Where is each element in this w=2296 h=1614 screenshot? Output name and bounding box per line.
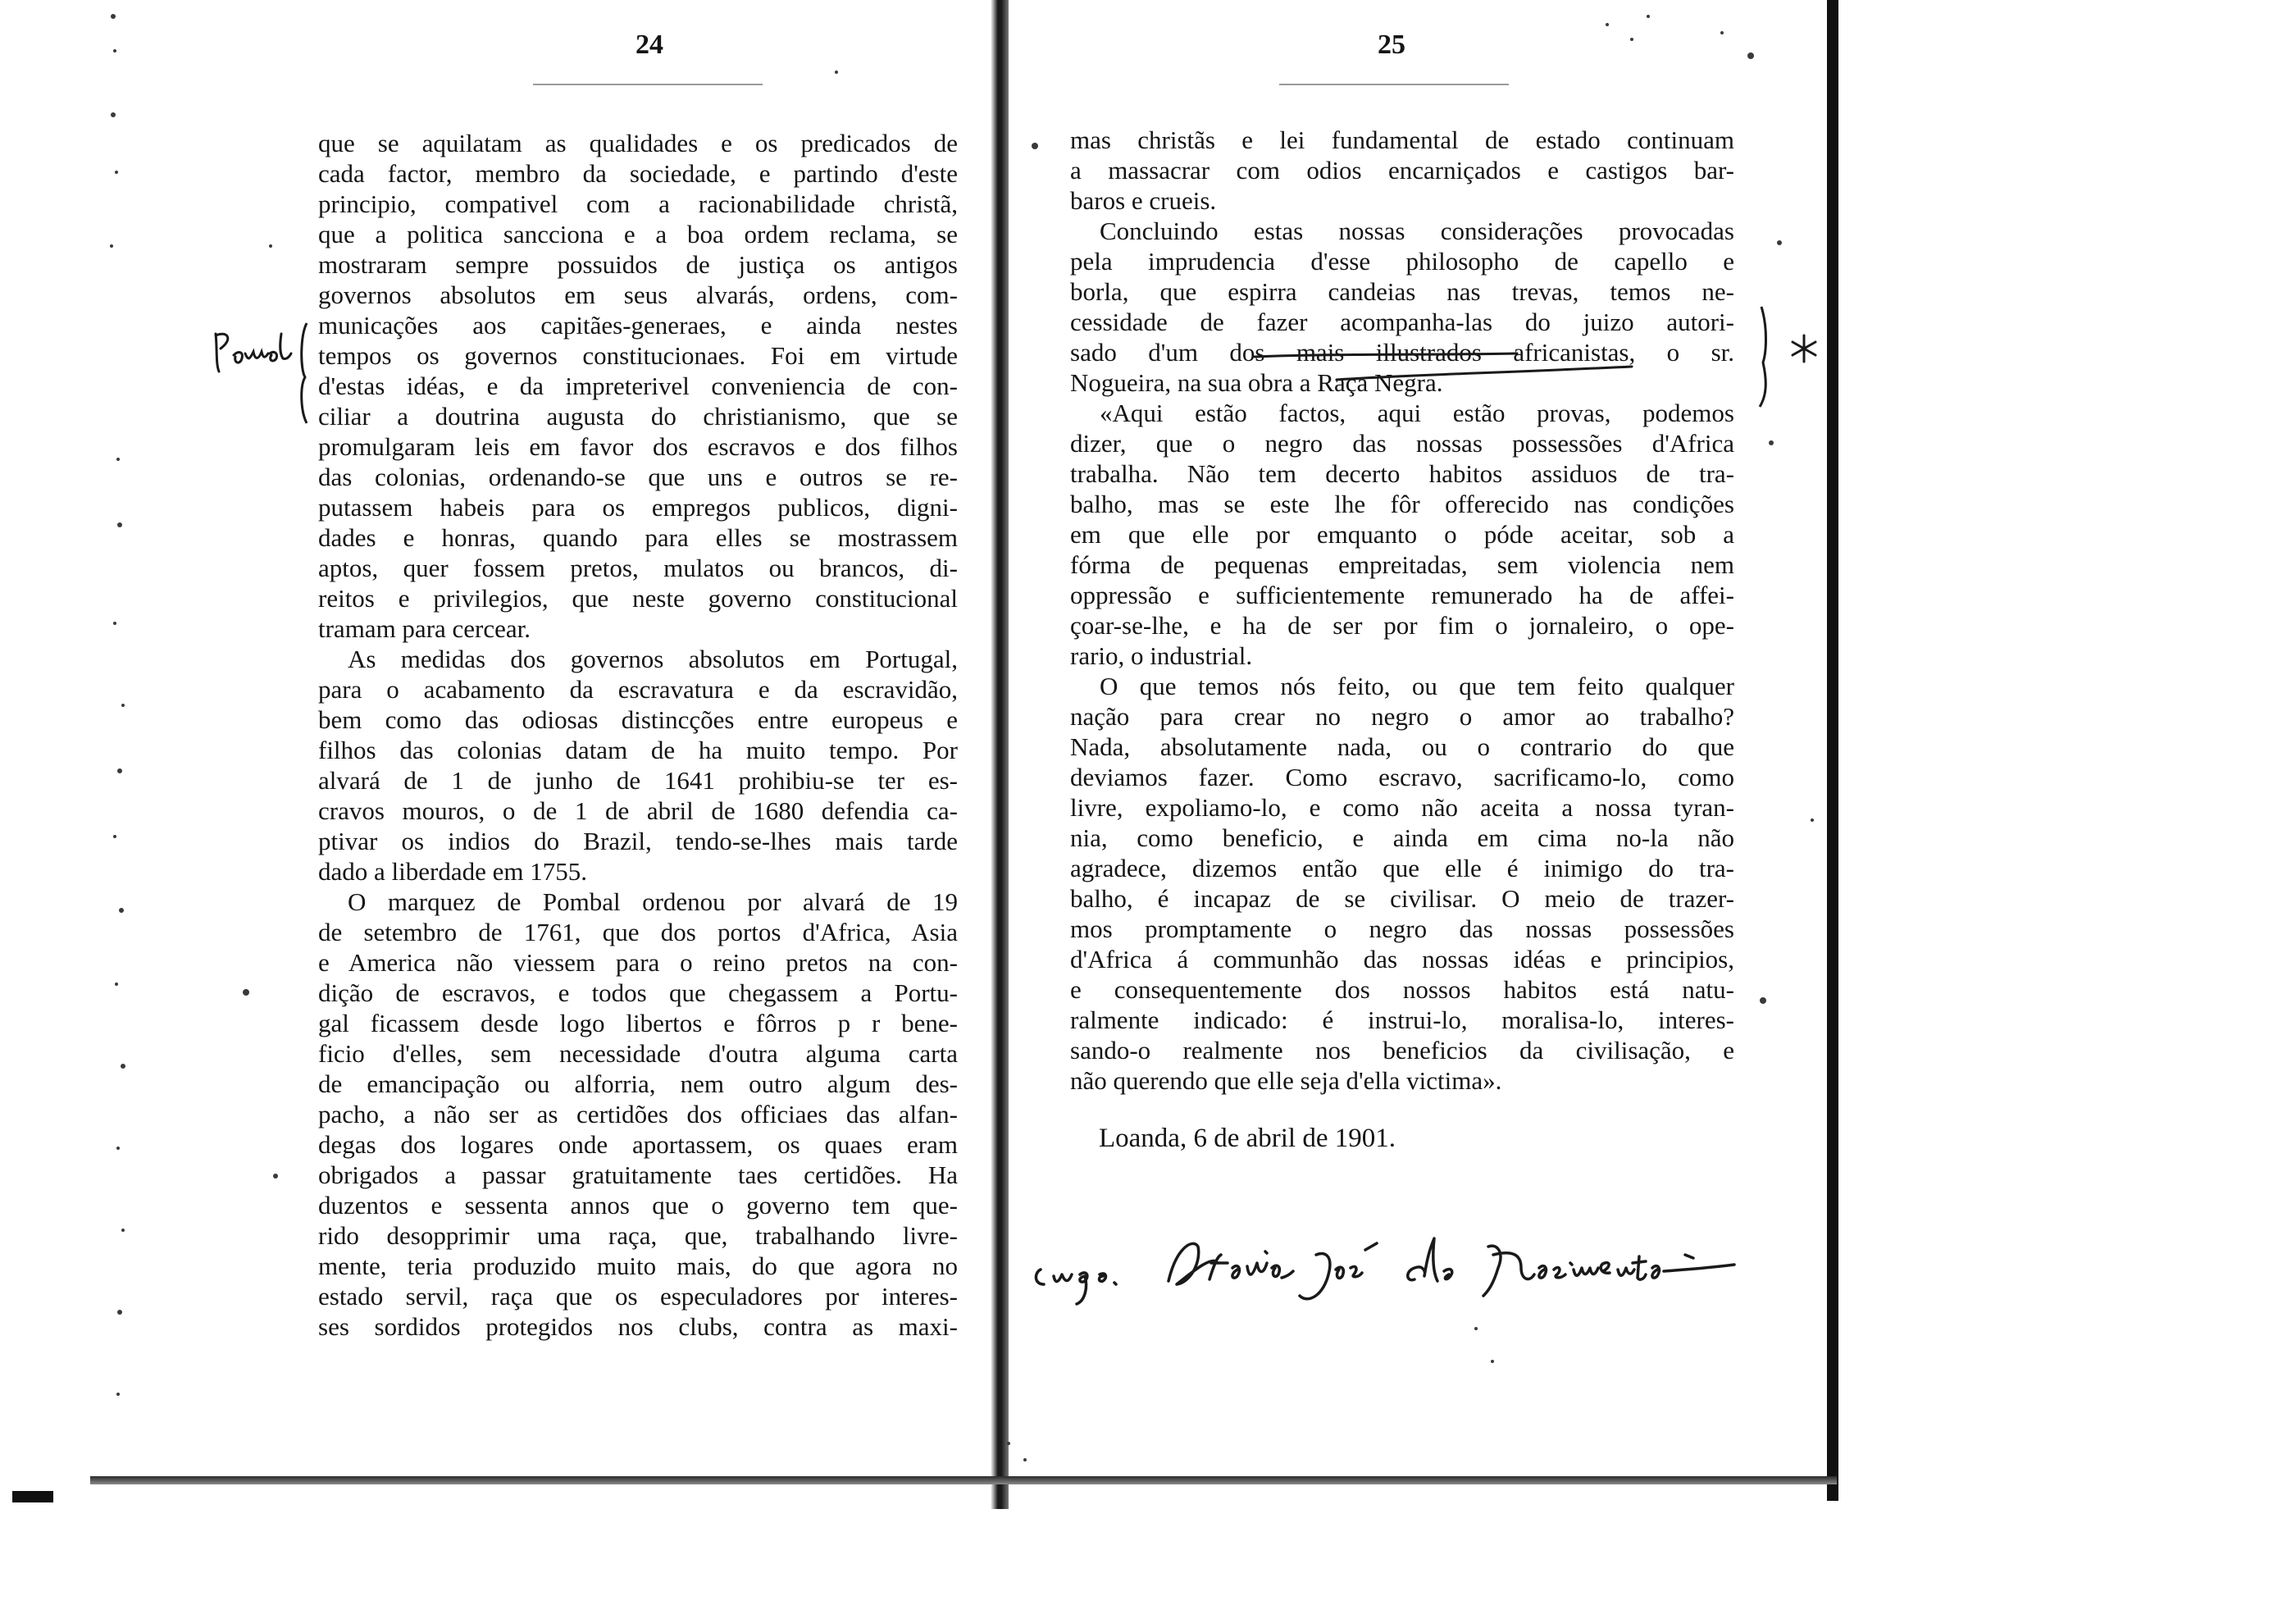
text-line: que a politica sancciona e a boa ordem reclama, se [318,220,958,248]
dateline: Loanda, 6 de abril de 1901. [1099,1124,1396,1153]
text-line: ses sordidos protegidos nos clubs, contra as maxi- [318,1312,958,1341]
handwritten-underline [1222,332,1640,390]
text-line: não querendo que elle seja d'ella victima». [1070,1066,1502,1095]
text-line: ptivar os indios do Brazil, tendo-se-lhes mais tarde [318,827,958,855]
scan-edge-mark [12,1491,53,1502]
text-line: em que elle por emquanto o póde aceitar, sob a [1070,520,1734,549]
text-line: O que temos nós feito, ou que tem feito qualquer [1100,672,1734,700]
text-line: municações aos capitães-generaes, e ainda nestes [318,311,958,340]
text-line: mente, teria produzido muito mais, do que agora no [318,1252,958,1280]
page-edge-right [1827,0,1838,1501]
text-line: çoar-se-lhe, e ha de ser por fim o jornaleiro, o ope- [1070,611,1734,640]
text-line: governos absolutos em seus alvarás, ordens, com- [318,280,958,309]
text-line: livre, expoliamo-lo, e como não aceita a nossa tyran- [1070,793,1734,822]
text-line: dado a liberdade em 1755. [318,857,587,886]
text-line: tramam para cercear. [318,614,531,643]
margin-bracket-right [1755,303,1788,410]
text-line: sado d'um dos mais illustrados africanistas, o sr. [1070,338,1734,367]
text-line: ficio d'elles, sem necessidade d'outra alguma carta [318,1039,958,1068]
text-line: mostraram sempre possuidos de justiça os antigos [318,250,958,279]
text-line: d'estas idéas, e da impreterivel conveniencia de con- [318,372,958,400]
text-line: cessidade de fazer acompanha-las do juizo autori- [1070,308,1734,336]
text-line: ralmente indicado: é instrui-lo, moralisa-lo, interes- [1070,1005,1734,1034]
text-line: pacho, a não ser as certidões dos officiaes das alfan- [318,1100,958,1128]
page-edge-bottom [90,1476,1837,1484]
header-rule-left [533,84,763,85]
page-number-left: 24 [636,30,663,60]
text-line: filhos das colonias datam de ha muito tempo. Por [318,736,958,764]
text-line: mas christãs e lei fundamental de estado continuam [1070,125,1734,154]
text-line: e consequentemente dos nossos habitos está natu- [1070,975,1734,1004]
text-line: dição de escravos, e todos que chegassem a Portu- [318,978,958,1007]
text-line: alvará de 1 de junho de 1641 prohibiu-se ter es- [318,766,958,795]
handwritten-signature [1029,1222,1816,1329]
text-line: e America não viessem para o reino pretos na con- [318,948,958,977]
margin-bracket-left [295,320,312,426]
text-line: pela imprudencia d'esse philosopho de capello e [1070,247,1734,276]
text-line: borla, que espirra candeias nas trevas, temos ne- [1070,277,1734,306]
text-line: d'Africa á communhão das nossas idéas e principios, [1070,945,1734,973]
text-line: balho, mas se este lhe fôr offerecido nas condições [1070,490,1734,518]
left-page-text [318,128,958,1342]
right-page-text [1070,125,1734,1096]
text-line: mos promptamente o negro das nossas possessões [1070,914,1734,943]
text-line: reitos e privilegios, que neste governo constitucional [318,584,958,613]
text-line: aptos, quer fossem pretos, mulatos ou brancos, di- [318,554,958,582]
book-spine-shadow [991,0,1009,1509]
text-line: Concluindo estas nossas considerações provocadas [1100,217,1734,245]
text-line: «Aqui estão factos, aqui estão provas, podemos [1100,399,1734,427]
text-line: a massacrar com odios encarniçados e castigos bar- [1070,156,1734,185]
text-line: obrigados a passar gratuitamente taes certidões. Ha [318,1160,958,1189]
text-line: promulgaram leis em favor dos escravos e dos filhos [318,432,958,461]
text-line: principio, compativel com a racionabilidade christã, [318,189,958,218]
text-line: cada factor, membro da sociedade, e partindo d'este [318,159,958,188]
text-line: rario, o industrial. [1070,641,1253,670]
text-line: agradece, dizemos então que elle é inimigo do tra- [1070,854,1734,882]
text-line: tempos os governos constitucionaes. Foi em virtude [318,341,958,370]
text-line: dizer, que o negro das nossas possessões d'Africa [1070,429,1734,458]
text-line: estado servil, raça que os especuladores por interes- [318,1282,958,1311]
page-number-right: 25 [1378,30,1405,60]
text-line: As medidas dos governos absolutos em Portugal, [348,645,958,673]
text-line: O marquez de Pombal ordenou por alvará de 19 [348,887,958,916]
text-line: de emancipação ou alforria, nem outro algum des- [318,1069,958,1098]
text-line: Nada, absolutamente nada, ou o contrario do que [1070,732,1734,761]
text-line: cravos mouros, o de 1 de abril de 1680 defendia ca- [318,796,958,825]
text-line: nia, como beneficio, e ainda em cima no-la não [1070,823,1734,852]
text-line: sando-o realmente nos beneficios da civilisação, e [1070,1036,1734,1065]
text-line: putassem habeis para os empregos publicos, digni- [318,493,958,522]
handwritten-margin-note [209,324,299,381]
text-line: de setembro de 1761, que dos portos d'Africa, Asia [318,918,958,946]
text-line: degas dos logares onde aportassem, os quaes eram [318,1130,958,1159]
text-line: gal ficassem desde logo libertos e fôrros p r bene- [318,1009,958,1037]
text-line: nação para crear no negro o amor ao trabalho? [1070,702,1734,731]
text-line: que se aquilatam as qualidades e os predicados de [318,129,958,157]
text-line: dades e honras, quando para elles se mostrassem [318,523,958,552]
text-line: oppressão e sufficientemente remunerado ha de affei- [1070,581,1734,609]
asterisk-icon [1788,332,1820,365]
header-rule-right [1279,84,1509,85]
text-line: trabalha. Não tem decerto habitos assiduos de tra- [1070,459,1734,488]
text-line: bem como das odiosas distincções entre europeus e [318,705,958,734]
text-line: fórma de pequenas empreitadas, sem violencia nem [1070,550,1734,579]
text-line: das colonias, ordenando-se que uns e outros se re- [318,463,958,491]
text-line: rido desopprimir uma raça, que, trabalhando livre- [318,1221,958,1250]
text-line: ciliar a doutrina augusta do christianismo, que se [318,402,958,431]
text-line: para o acabamento da escravatura e da escravidão, [318,675,958,704]
text-line: deviamos fazer. Como escravo, sacrificamo-lo, como [1070,763,1734,791]
text-line: Nogueira, na sua obra a Raça Negra. [1070,368,1443,397]
text-line: duzentos e sessenta annos que o governo tem que- [318,1191,958,1220]
text-line: balho, é incapaz de se civilisar. O meio de trazer- [1070,884,1734,913]
text-line: baros e crueis. [1070,186,1217,215]
